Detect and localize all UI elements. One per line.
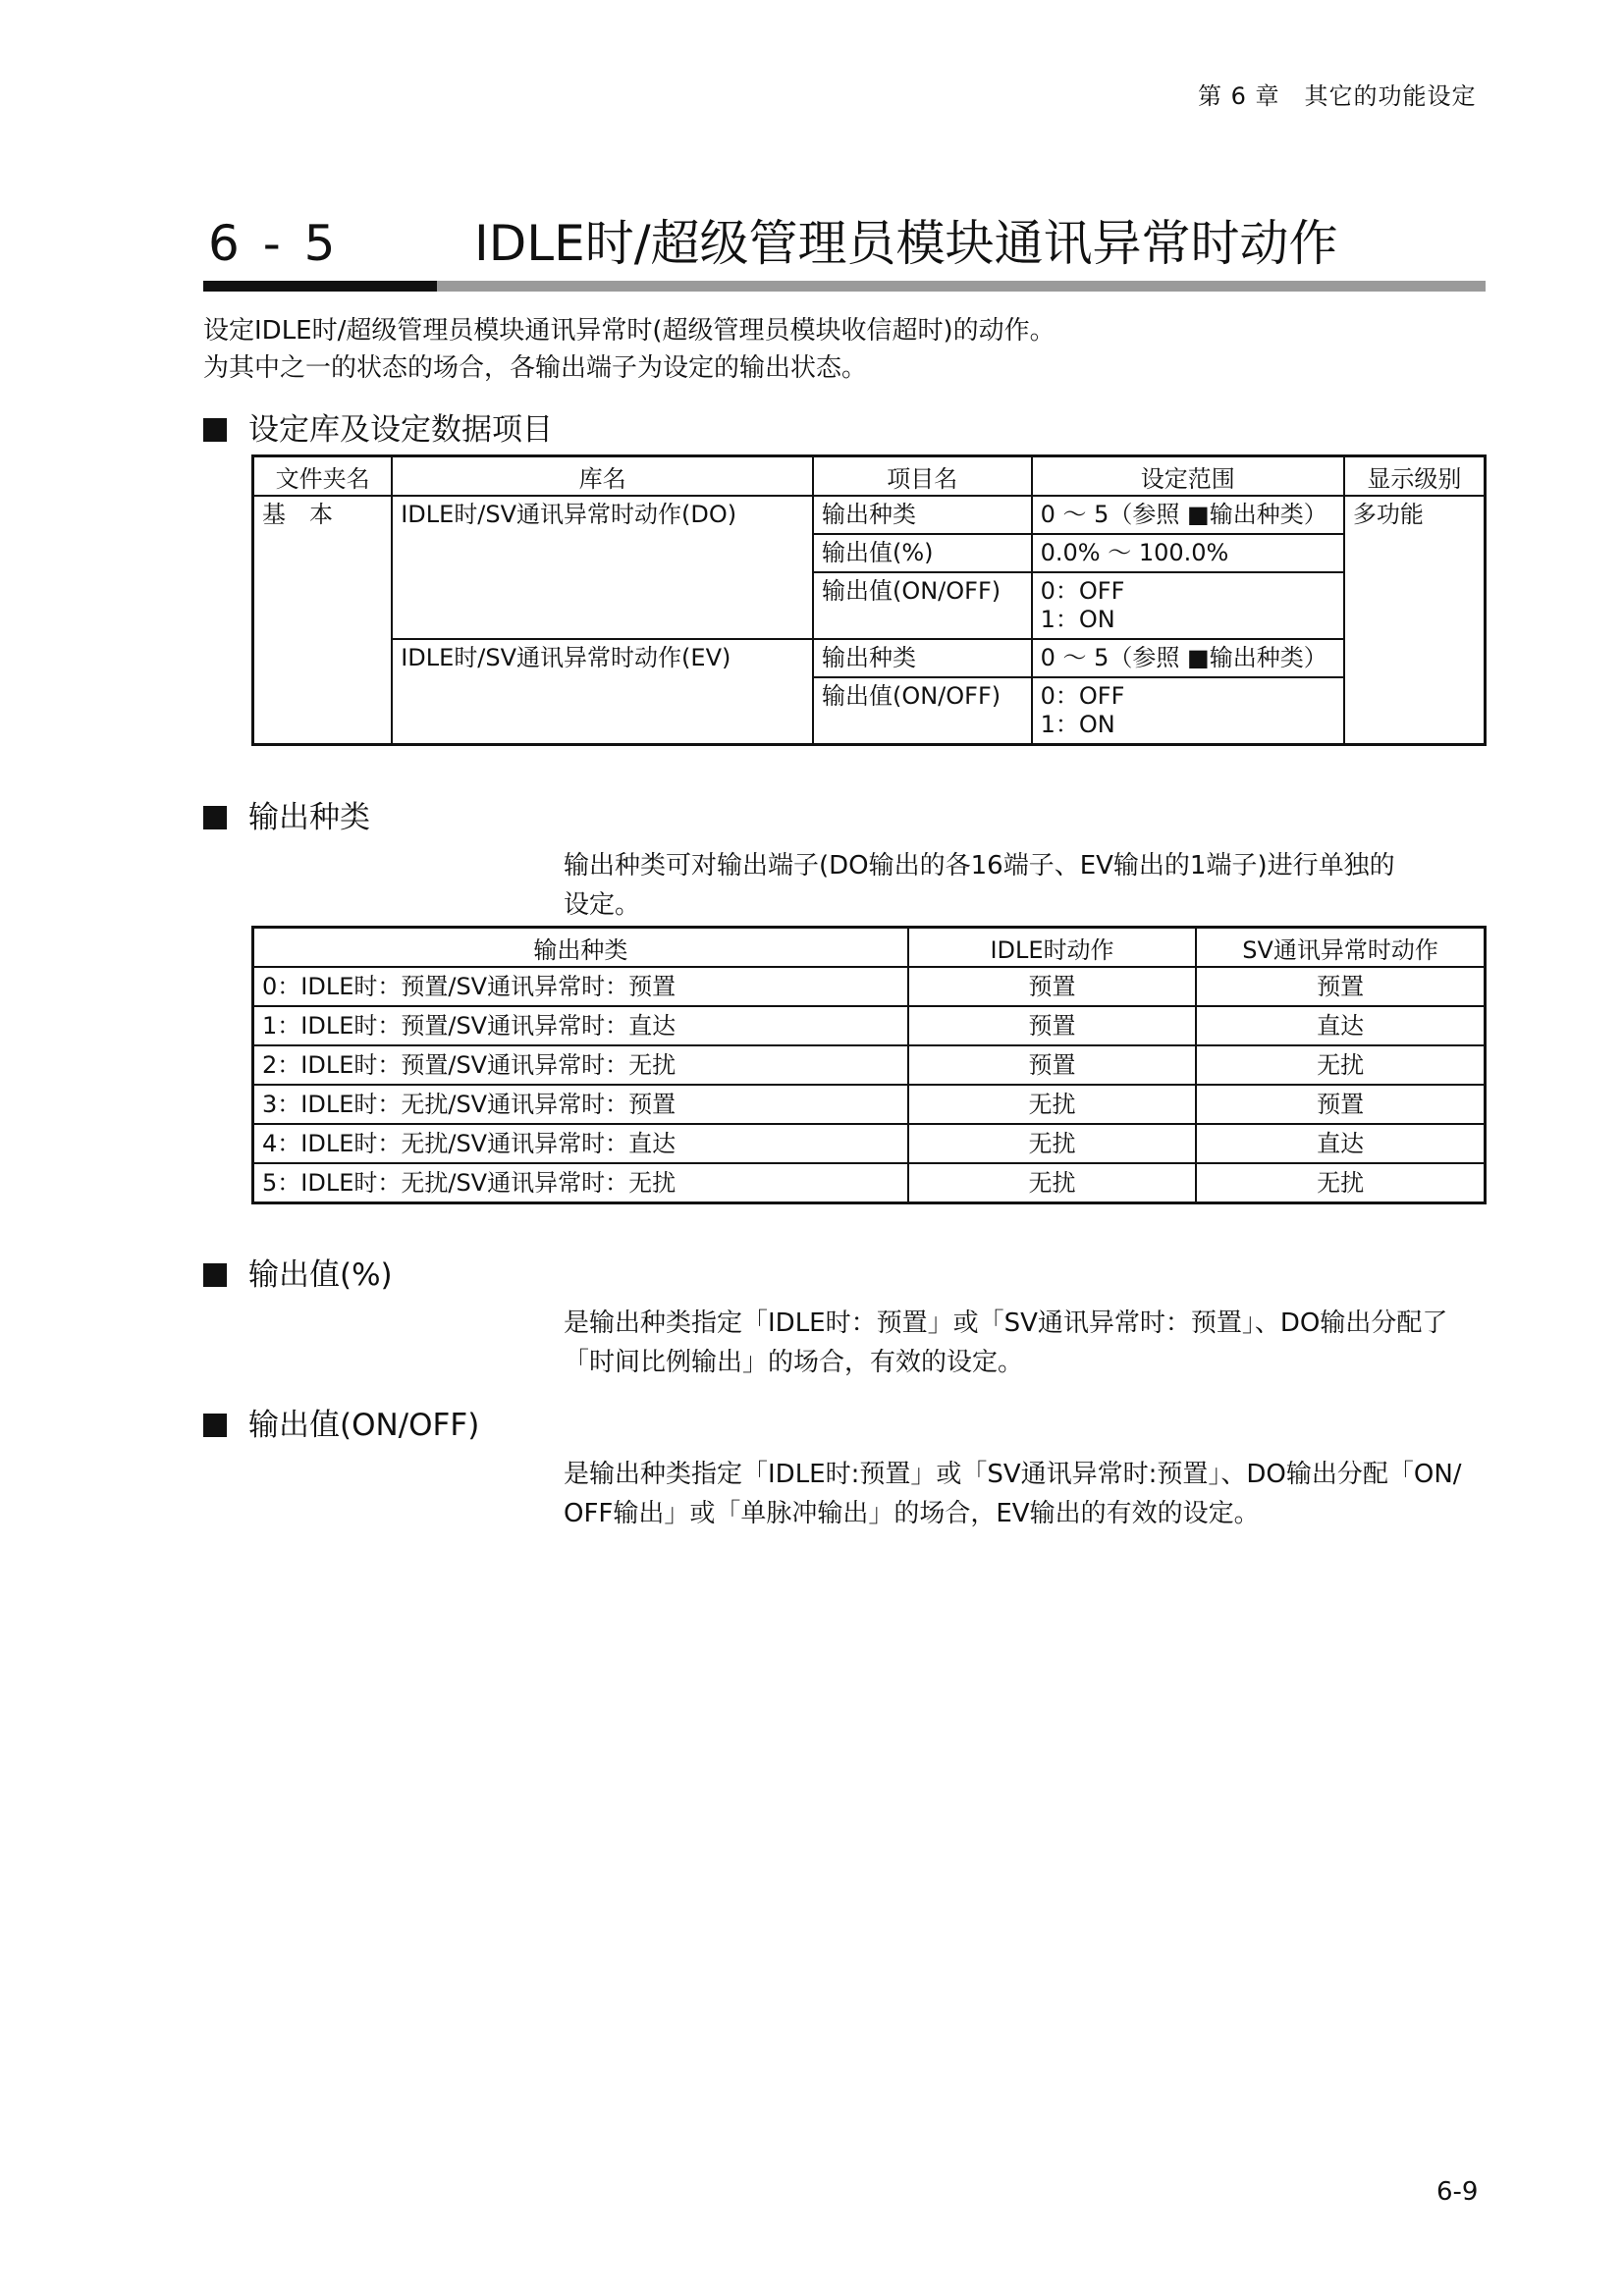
intro-text: [203, 312, 1480, 387]
range-cell: 0.0% ～ 100.0%: [1032, 534, 1344, 572]
section-number: 6 - 5: [208, 215, 340, 272]
sv-action-cell: 预置: [1196, 1085, 1485, 1124]
settings-heading-text: 设定库及设定数据项目: [248, 412, 553, 448]
column-header: 项目名: [813, 456, 1032, 497]
title-rule-gray: [437, 281, 1486, 292]
item-cell: 输出种类: [813, 639, 1032, 677]
type-cell: 4：IDLE时：无扰/SV通讯异常时：直达: [253, 1124, 908, 1163]
table-row: [253, 1163, 1486, 1203]
range-cell: [1032, 677, 1344, 745]
description-line: OFF输出」或「单脉冲输出」的场合，EV输出的有效的设定。: [564, 1499, 1260, 1528]
level-cell: 多功能: [1344, 496, 1486, 745]
output-onoff-heading: [203, 1406, 479, 1445]
column-header: 显示级别: [1344, 456, 1486, 497]
column-header: 输出种类: [253, 928, 908, 968]
bank-cell: IDLE时/SV通讯异常时动作(DO): [392, 496, 813, 639]
output-type-table: [251, 926, 1487, 1204]
description-line: 设定。: [564, 890, 641, 920]
output-percent-heading-text: 输出值(%): [248, 1257, 393, 1293]
description-line: 是输出种类指定「IDLE时：预置」或「SV通讯异常时：预置」、DO输出分配了: [564, 1308, 1448, 1338]
column-header: 库名: [392, 456, 813, 497]
square-bullet-icon: [203, 418, 227, 442]
chapter-header: 第 6 章 其它的功能设定: [1198, 82, 1477, 110]
square-bullet-icon: [203, 1263, 227, 1287]
range-cell: 0 ～ 5（参照 ■输出种类）: [1032, 496, 1344, 534]
sv-action-cell: 无扰: [1196, 1045, 1485, 1085]
table-header-row: [253, 456, 1486, 497]
settings-heading: [203, 410, 553, 450]
description-line: 输出种类可对输出端子(DO输出的各16端子、EV输出的1端子)进行单独的: [564, 851, 1395, 881]
table-row: [253, 967, 1486, 1006]
output-type-description: [564, 846, 1487, 925]
table-row: [253, 1124, 1486, 1163]
table-row: [253, 639, 1486, 677]
square-bullet-icon: [203, 1414, 227, 1437]
range-line: 1：ON: [1040, 711, 1115, 738]
idle-action-cell: 无扰: [908, 1085, 1196, 1124]
output-onoff-description: [564, 1455, 1487, 1533]
column-header: 文件夹名: [253, 456, 393, 497]
output-percent-heading: [203, 1255, 393, 1295]
table-row: [253, 1006, 1486, 1045]
range-cell: 0 ～ 5（参照 ■输出种类）: [1032, 639, 1344, 677]
type-cell: 3：IDLE时：无扰/SV通讯异常时：预置: [253, 1085, 908, 1124]
output-percent-description: [564, 1304, 1487, 1382]
sv-action-cell: 直达: [1196, 1006, 1485, 1045]
intro-line: 为其中之一的状态的场合，各输出端子为设定的输出状态。: [203, 353, 868, 383]
column-header: IDLE时动作: [908, 928, 1196, 968]
range-line: 1：ON: [1040, 606, 1115, 633]
type-cell: 1：IDLE时：预置/SV通讯异常时：直达: [253, 1006, 908, 1045]
column-header: SV通讯异常时动作: [1196, 928, 1485, 968]
folder-cell: 基 本: [253, 496, 393, 745]
idle-action-cell: 预置: [908, 1045, 1196, 1085]
sv-action-cell: 预置: [1196, 967, 1485, 1006]
range-cell: [1032, 572, 1344, 639]
type-cell: 0：IDLE时：预置/SV通讯异常时：预置: [253, 967, 908, 1006]
item-cell: 输出值(%): [813, 534, 1032, 572]
range-line: 0：OFF: [1040, 682, 1125, 710]
description-line: 「时间比例输出」的场合，有效的设定。: [564, 1348, 1024, 1377]
idle-action-cell: 预置: [908, 967, 1196, 1006]
sv-action-cell: 无扰: [1196, 1163, 1485, 1203]
table-row: [253, 1085, 1486, 1124]
bank-cell: IDLE时/SV通讯异常时动作(EV): [392, 639, 813, 745]
sv-action-cell: 直达: [1196, 1124, 1485, 1163]
output-type-heading-text: 输出种类: [248, 800, 370, 835]
column-header: 设定范围: [1032, 456, 1344, 497]
output-type-heading: [203, 798, 370, 837]
intro-line: 设定IDLE时/超级管理员模块通讯异常时(超级管理员模块收信超时)的动作。: [203, 316, 1056, 346]
settings-table: [251, 454, 1487, 746]
description-line: 是输出种类指定「IDLE时:预置」或「SV通讯异常时:预置」、DO输出分配「ON/: [564, 1460, 1462, 1489]
page-number: 6-9: [1436, 2177, 1479, 2207]
item-cell: 输出值(ON/OFF): [813, 572, 1032, 639]
type-cell: 5：IDLE时：无扰/SV通讯异常时：无扰: [253, 1163, 908, 1203]
type-cell: 2：IDLE时：预置/SV通讯异常时：无扰: [253, 1045, 908, 1085]
range-line: 0：OFF: [1040, 577, 1125, 605]
square-bullet-icon: [203, 806, 227, 829]
title-rule-dark: [203, 281, 437, 292]
idle-action-cell: 无扰: [908, 1124, 1196, 1163]
output-onoff-heading-text: 输出值(ON/OFF): [248, 1408, 480, 1443]
section-title: IDLE时/超级管理员模块通讯异常时动作: [474, 215, 1338, 272]
idle-action-cell: 无扰: [908, 1163, 1196, 1203]
item-cell: 输出值(ON/OFF): [813, 677, 1032, 745]
idle-action-cell: 预置: [908, 1006, 1196, 1045]
table-header-row: [253, 928, 1486, 968]
table-row: [253, 496, 1486, 534]
item-cell: 输出种类: [813, 496, 1032, 534]
table-row: [253, 1045, 1486, 1085]
